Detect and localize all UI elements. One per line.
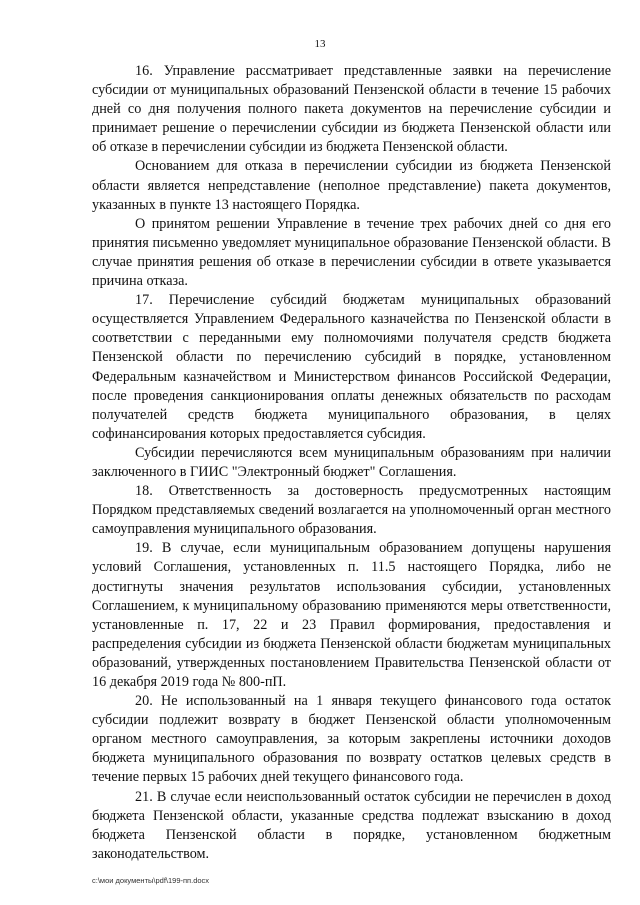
- paragraph-19: 19. В случае, если муниципальным образованием допущены нарушения условий Соглашения, установленных п. 11.5 настоящего Порядка, либо не достигнуты значения результатов использования субсидии, установленных Соглашением, к муниципальному образованию применяются меры ответственности, установленные п. 17, 22 и 23 Правил формирования, предоставления и распределения субсидии из бюджета Пензенской области бюджетам муниципальных образований, утвержденных постановлением Правительства Пензенской области от 16 декабря 2019 года № 800-пП.: [92, 540, 611, 690]
- paragraph-16-notification: О принятом решении Управление в течение трех рабочих дней со дня его принятия письменно уведомляет муниципальное образование Пензенской области. В случае принятия решения об отказе в перечислении субсидии в ответе указывается причина отказа.: [92, 215, 611, 290]
- paragraph-17-agreement: Субсидии перечисляются всем муниципальным образованиям при наличии заключенного в ГИИС "Электронный бюджет" Соглашения.: [92, 444, 611, 480]
- paragraph-17: 17. Перечисление субсидий бюджетам муниципальных образований осуществляется Управлением Федерального казначейства по Пензенской области в соответствии с переданными ему полномочиями получателя средств бюджета Пензенской области по перечислению субсидий в порядке, установленном Федеральным казначейством и Министерством финансов Российской Федерации, после проведения санкционирования оплаты денежных обязательств по расходам получателей средств бюджета муниципального образования, в целях софинансирования которых предоставляется субсидия.: [92, 292, 611, 442]
- paragraph-18: 18. Ответственность за достоверность предусмотренных настоящим Порядком представляемых сведений возлагается на уполномоченный орган местного самоуправления муниципального образования.: [92, 483, 611, 538]
- document-body: [92, 62, 611, 864]
- paragraph-16-refusal-grounds: Основанием для отказа в перечислении субсидии из бюджета Пензенской области является непредставление (неполное представление) пакета документов, указанных в пункте 13 настоящего Порядка.: [92, 158, 611, 213]
- paragraph-16: 16. Управление рассматривает представленные заявки на перечисление субсидии от муниципальных образований Пензенской области в течение 15 рабочих дней со дня получения полного пакета документов на перечисление субсидии и принимает решение о перечислении субсидии из бюджета Пензенской области или об отказе в перечислении субсидии из бюджета Пензенской области.: [92, 63, 611, 156]
- paragraph-21: 21. В случае если неиспользованный остаток субсидии не перечислен в доход бюджета Пензенской области, указанные средства подлежат взысканию в доход бюджета Пензенской области в порядке, установленном бюджетным законодательством.: [92, 788, 611, 862]
- page-number: 13: [314, 38, 326, 50]
- paragraph-20: 20. Не использованный на 1 января текущего финансового года остаток субсидии подлежит возврату в бюджет Пензенской области уполномоченным органом местного самоуправления, за которым закреплены источники доходов бюджета муниципального образования по возврату остатков целевых средств в течение первых 15 рабочих дней текущего финансового года.: [92, 693, 611, 786]
- footer-file-path: c:\мои документы\pdf\199-пп.docx: [92, 876, 210, 885]
